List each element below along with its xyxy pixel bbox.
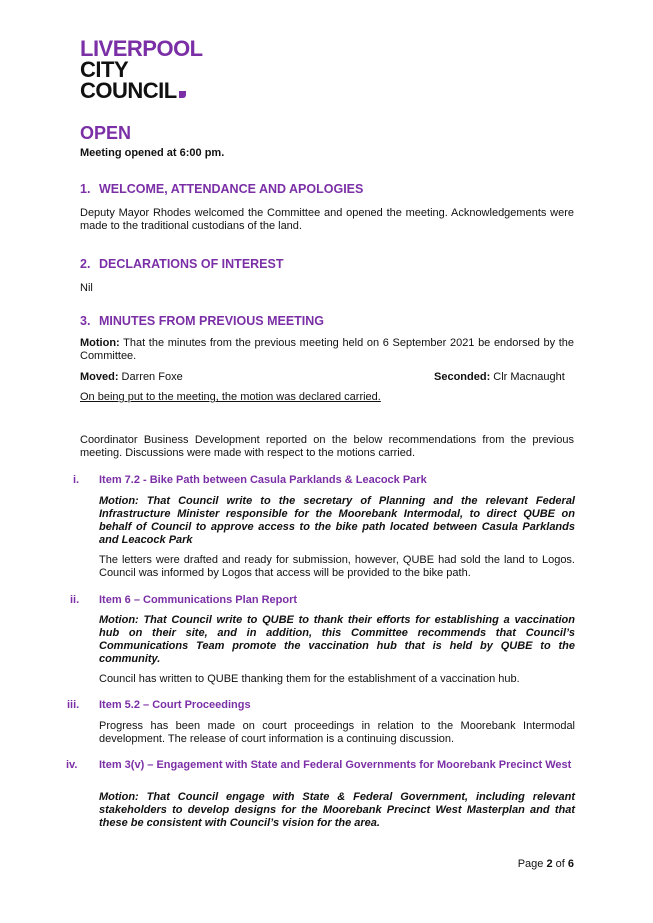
item-3-title: Item 5.2 – Court Proceedings bbox=[99, 699, 251, 711]
item-2-title: Item 6 – Communications Plan Report bbox=[99, 594, 298, 606]
motion-label: Motion: bbox=[80, 337, 120, 349]
seconded-label: Seconded: bbox=[434, 371, 491, 383]
section-1-heading bbox=[80, 182, 363, 196]
item-4-motion: Motion: That Council engage with State & Federal Government, including relevant stakeholders to develop designs for the Moorebank Precinct West Masterplan and that these be consistent with Council’s vision for the area. bbox=[99, 791, 575, 829]
section-number: 1. bbox=[80, 182, 91, 196]
item-3-body: Progress has been made on court proceedings in relation to the Moorebank Intermodal development. The release of court information is a continuing discussion. bbox=[99, 720, 575, 745]
moved-label: Moved: bbox=[80, 371, 119, 383]
page-number-footer bbox=[518, 858, 574, 870]
logo-line-1: LIVERPOOL bbox=[80, 36, 203, 61]
item-3-number: iii. bbox=[67, 699, 80, 711]
section-2-heading bbox=[80, 257, 284, 271]
item-2-body: Council has written to QUBE thanking them for the establishment of a vaccination hub. bbox=[99, 673, 520, 685]
section-number: 3. bbox=[80, 314, 91, 328]
item-4-number: iv. bbox=[66, 759, 78, 771]
logo-line-2: CITY bbox=[80, 57, 129, 82]
seconded-line bbox=[434, 371, 574, 384]
open-heading: OPEN bbox=[80, 123, 132, 143]
report-text: Coordinator Business Development reported on the below recommendations from the previous meeting. Discussions were made with respect to the motions carried. bbox=[80, 434, 574, 459]
section-1-body: Deputy Mayor Rhodes welcomed the Committee and opened the meeting. Acknowledgements were made to the traditional custodians of the land. bbox=[80, 207, 574, 232]
section-number: 2. bbox=[80, 257, 91, 271]
page-total: 6 bbox=[567, 858, 574, 870]
page-of: of bbox=[552, 858, 568, 870]
section-title: DECLARATIONS OF INTEREST bbox=[99, 257, 284, 271]
section-3-motion bbox=[80, 337, 574, 363]
item-2-number: ii. bbox=[70, 594, 80, 606]
logo-line-3-text: COUNCIL bbox=[80, 78, 177, 103]
seconded-by: Clr Macnaught bbox=[490, 371, 565, 383]
logo-dot-icon bbox=[179, 91, 186, 98]
item-4-title: Item 3(v) – Engagement with State and Federal Governments for Moorebank Precinct West bbox=[99, 759, 572, 771]
moved-by: Darren Foxe bbox=[118, 371, 183, 383]
section-title: MINUTES FROM PREVIOUS MEETING bbox=[99, 314, 325, 328]
section-3-heading bbox=[80, 314, 324, 328]
page-current: 2 bbox=[546, 858, 553, 870]
council-logo bbox=[80, 38, 240, 101]
item-1-number: i. bbox=[73, 474, 80, 486]
item-1-title: Item 7.2 - Bike Path between Casula Parklands & Leacock Park bbox=[99, 474, 427, 486]
logo-line-3 bbox=[80, 80, 240, 101]
item-2-motion: Motion: That Council write to QUBE to thank their efforts for establishing a vaccination hub on their site, and in addition, this Committee recommends that Council’s Communications Team promote the vaccination hub that is held by QUBE to the community. bbox=[99, 614, 575, 665]
motion-carried-text: On being put to the meeting, the motion was declared carried. bbox=[80, 391, 381, 403]
meeting-opened-text: Meeting opened at 6:00 pm. bbox=[80, 147, 225, 159]
motion-text: That the minutes from the previous meeting held on 6 September 2021 be endorsed by the Committee. bbox=[80, 337, 574, 362]
item-1-body: The letters were drafted and ready for submission, however, QUBE had sold the land to Logos. Council was informed by Logos that access will be provided to the bike path. bbox=[99, 554, 575, 579]
page-prefix: Page bbox=[517, 858, 547, 870]
section-2-body: Nil bbox=[80, 282, 93, 294]
section-title: WELCOME, ATTENDANCE AND APOLOGIES bbox=[99, 182, 364, 196]
item-1-motion: Motion: That Council write to the secretary of Planning and the relevant Federal Infrastructure Minister responsible for the Moorebank Intermodal, to direct QUBE on behalf of Council to approve access to the bike path located between Casula Parklands and Leacock Park bbox=[99, 495, 575, 546]
